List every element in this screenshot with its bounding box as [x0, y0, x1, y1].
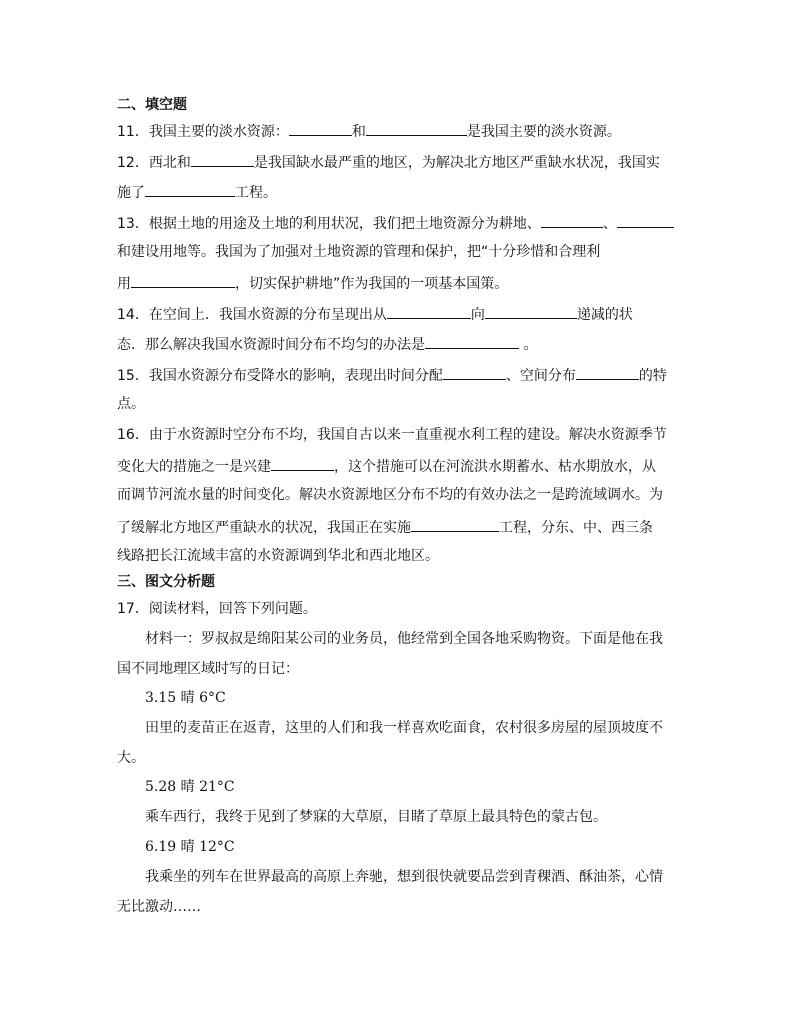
- diary-3-text-a: 我乘坐的列车在世界最高的高原上奔驰，想到很快就要品尝到青稞酒、酥油茶，心情: [145, 869, 663, 885]
- question-12-line-1: [117, 152, 660, 172]
- diary-entry-3-header: [145, 838, 235, 856]
- q16-text-c: ，这个措施可以在河流洪水期蓄水、枯水期放水，从: [334, 459, 656, 475]
- q11-text-b: 和: [351, 124, 366, 140]
- question-13-line-3: [117, 273, 508, 293]
- diary-date: 3.15: [145, 690, 177, 706]
- q13-text-c: 和建设用地等。我国为了加强对土地资源的管理和保护，把“十分珍惜和合理利: [117, 244, 601, 260]
- q16-text-f: 工程，分东、中、西三条: [499, 520, 653, 536]
- q15-text-a: 15．我国水资源分布受降水的影响，表现出时间分配: [117, 368, 443, 384]
- q11-text-c: 是我国主要的淡水资源。: [466, 124, 621, 140]
- diary-weather: 晴: [180, 839, 195, 855]
- diary-entry-2-header: [145, 778, 235, 796]
- answer-blank[interactable]: [443, 365, 506, 380]
- question-14-line-1: [117, 304, 633, 324]
- q14-text-b: 向: [470, 307, 485, 323]
- section-heading-analysis: [117, 573, 215, 591]
- material-1-text-b: 国不同地理区域时写的日记：: [117, 661, 299, 677]
- q13-text-e: ，切实保护耕地”作为我国的一项基本国策。: [235, 276, 509, 292]
- diary-entry-1-header: [145, 689, 226, 707]
- heading-text: 二、填空题: [117, 97, 187, 113]
- question-12-line-2: [117, 182, 277, 202]
- question-16-line-5: [117, 547, 439, 565]
- diary-weather: 晴: [180, 690, 195, 706]
- question-16-line-1: [117, 426, 667, 444]
- q16-text-d: 而调节河流水量的时间变化。解决水资源地区分布不均的有效办法之一是跨流域调水。为: [117, 487, 663, 503]
- diary-entry-1-line-1: [145, 719, 663, 737]
- q14-text-c: 递减的状: [576, 307, 633, 323]
- material-1-text-a: 材料一：罗叔叔是绵阳某公司的业务员，他经常到全国各地采购物资。下面是他在我: [145, 631, 663, 647]
- q13-text-a: 13．根据土地的用途及土地的利用状况，我们把土地资源分为耕地、: [117, 216, 541, 232]
- q12-text-d: 工程。: [235, 185, 277, 201]
- q16-text-e: 了缓解北方地区严重缺水的状况，我国正在实施: [117, 520, 411, 536]
- diary-2-text-a: 乘车西行，我终于见到了梦寐的大草原，目睹了草原上最具特色的蒙古包。: [145, 809, 607, 825]
- q16-text-g: 线路把长江流域丰富的水资源调到华北和西北地区。: [117, 548, 439, 564]
- diary-1-text-a: 田里的麦苗正在返青，这里的人们和我一样喜欢吃面食，农村很多房屋的屋顶坡度不: [145, 720, 663, 736]
- question-16-line-4: [117, 517, 653, 537]
- answer-blank[interactable]: [541, 213, 603, 228]
- diary-entry-2-line-1: [145, 808, 607, 826]
- answer-blank[interactable]: [576, 365, 639, 380]
- answer-blank[interactable]: [145, 182, 235, 197]
- diary-date: 5.28: [145, 779, 177, 795]
- q15-text-b: 、空间分布: [505, 368, 576, 384]
- answer-blank[interactable]: [366, 121, 467, 136]
- answer-blank[interactable]: [425, 334, 519, 349]
- diary-temperature: 12°C: [199, 839, 235, 855]
- answer-blank[interactable]: [387, 304, 471, 319]
- diary-temperature: 21°C: [199, 779, 235, 795]
- answer-blank[interactable]: [289, 121, 352, 136]
- material-1-line-1: [145, 630, 663, 648]
- q17-intro-text: 17．阅读材料，回答下列问题。: [117, 601, 317, 617]
- section-heading-fill-blank: [117, 96, 187, 114]
- material-1-line-2: [117, 660, 299, 678]
- question-11: [117, 121, 621, 141]
- diary-3-text-b: 无比激动……: [117, 899, 201, 915]
- q11-text-a: 11．我国主要的淡水资源：: [117, 124, 289, 140]
- heading-text: 三、图文分析题: [117, 574, 215, 590]
- answer-blank[interactable]: [271, 456, 334, 471]
- question-15-line-2: [117, 395, 145, 413]
- question-13-line-1: [117, 213, 674, 233]
- question-16-line-3: [117, 486, 663, 504]
- q13-text-b: 、: [602, 216, 617, 232]
- question-15-line-1: [117, 365, 667, 385]
- q13-text-d: 用: [117, 276, 131, 292]
- q12-text-b: 是我国缺水最严重的地区，为解决北方地区严重缺水状况，我国实: [253, 155, 660, 171]
- question-13-line-2: [117, 243, 600, 261]
- diary-entry-1-line-2: [117, 749, 145, 767]
- diary-temperature: 6°C: [199, 690, 226, 706]
- q16-text-a: 16．由于水资源时空分布不均，我国自古以来一直重视水利工程的建设。解决水资源季节: [117, 427, 667, 443]
- answer-blank[interactable]: [485, 304, 577, 319]
- diary-entry-3-line-2: [117, 898, 201, 916]
- answer-blank[interactable]: [191, 152, 254, 167]
- question-14-line-2: [117, 334, 537, 354]
- diary-weather: 晴: [180, 779, 195, 795]
- diary-1-text-b: 大。: [117, 750, 145, 766]
- answer-blank[interactable]: [617, 213, 674, 228]
- question-17-intro: [117, 600, 317, 618]
- answer-blank[interactable]: [411, 517, 499, 532]
- q14-text-a: 14．在空间上．我国水资源的分布呈现出从: [117, 307, 387, 323]
- q12-text-a: 12．西北和: [117, 155, 191, 171]
- question-16-line-2: [117, 456, 656, 476]
- q15-text-c: 的特: [638, 368, 667, 384]
- q14-text-d: 态．那么解决我国水资源时间分布不均匀的办法是: [117, 337, 425, 353]
- q16-text-b: 变化大的措施之一是兴建: [117, 459, 271, 475]
- diary-date: 6.19: [145, 839, 177, 855]
- q12-text-c: 施了: [117, 185, 145, 201]
- answer-blank[interactable]: [131, 273, 235, 288]
- diary-entry-3-line-1: [145, 868, 663, 886]
- q15-text-d: 点。: [117, 396, 145, 412]
- q14-text-e: 。: [523, 337, 538, 353]
